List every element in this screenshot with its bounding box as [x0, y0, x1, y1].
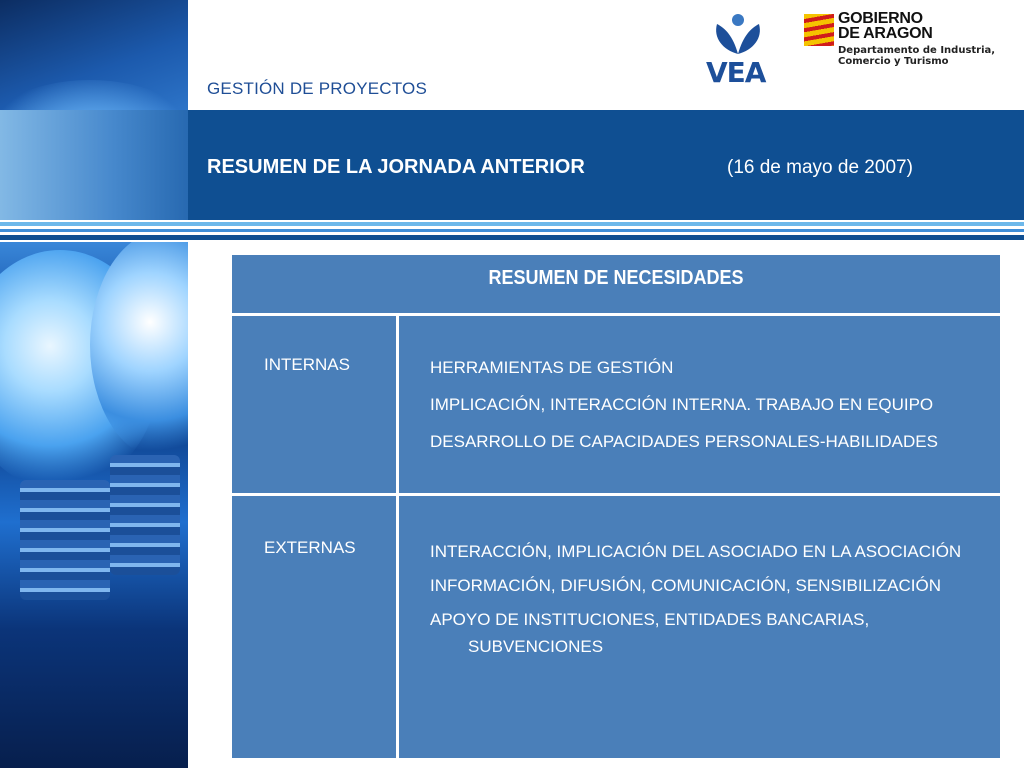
slide-title: RESUMEN DE LA JORNADA ANTERIOR	[207, 156, 585, 178]
aragon-flag-icon	[804, 14, 834, 46]
row-items-internas	[430, 355, 1000, 466]
slide-date: (16 de mayo de 2007)	[727, 157, 913, 178]
section-subtitle: GESTIÓN DE PROYECTOS	[207, 79, 428, 98]
needs-summary-table	[232, 255, 1000, 758]
list-item: INFORMACIÓN, DIFUSIÓN, COMUNICACIÓN, SENSIBILIZACIÓN	[430, 576, 941, 595]
gov-title-line1: GOBIERNO	[838, 10, 923, 27]
table-row-divider	[232, 493, 1000, 496]
bulb-base-left	[20, 480, 110, 600]
government-department	[838, 45, 995, 67]
list-item: IMPLICACIÓN, INTERACCIÓN INTERNA. TRABAJO EN EQUIPO	[430, 395, 934, 414]
table-column-divider	[396, 316, 399, 758]
row-label-externas: EXTERNAS	[264, 538, 356, 557]
table-header-text: RESUMEN DE NECESIDADES	[488, 267, 744, 289]
decorative-stripes	[0, 220, 1024, 242]
government-logo-title	[838, 11, 933, 41]
list-item: INTERACCIÓN, IMPLICACIÓN DEL ASOCIADO EN LA ASOCIACIÓN	[430, 542, 962, 561]
row-items-externas	[430, 538, 1000, 667]
gov-dept-line1: Departamento de Industria,	[838, 45, 996, 56]
list-item: DESARROLLO DE CAPACIDADES PERSONALES-HABILIDADES	[430, 432, 938, 451]
list-item: APOYO DE INSTITUCIONES, ENTIDADES BANCARIAS, SUBVENCIONES	[430, 610, 870, 656]
banner-image-overlap	[0, 110, 188, 220]
gov-title-line2: DE ARAGON	[838, 25, 933, 42]
bulb-base-right	[110, 455, 180, 575]
table-header	[232, 255, 1000, 316]
vea-logo-text: VEA	[706, 56, 766, 89]
gov-dept-line2: Comercio y Turismo	[838, 56, 949, 67]
row-label-internas: INTERNAS	[264, 355, 350, 374]
list-item: HERRAMIENTAS DE GESTIÓN	[430, 358, 674, 377]
